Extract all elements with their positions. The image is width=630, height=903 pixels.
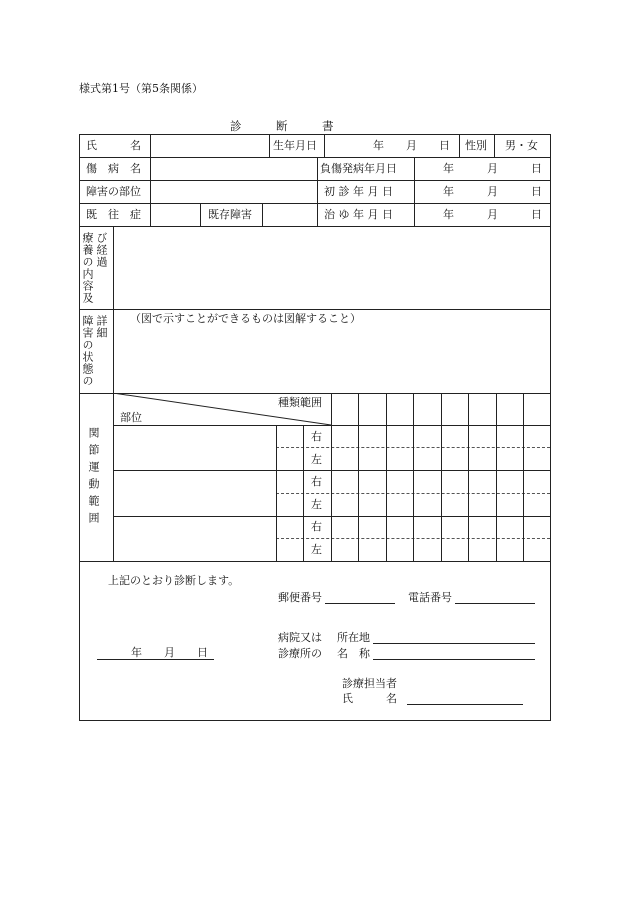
- form-number: 様式第1号（第5条関係）: [79, 82, 203, 95]
- facility-name-label: 名 称: [337, 647, 370, 660]
- postal-code-field[interactable]: [325, 603, 395, 604]
- doctor-name-label: 氏 名: [342, 692, 397, 705]
- right-label: 右: [311, 520, 322, 533]
- issue-date-line: [97, 659, 214, 660]
- document-title: 診 断 書: [230, 119, 334, 133]
- diagram-note: （図で示すことができるものは図解すること）: [130, 312, 361, 325]
- sex-label: 性別: [465, 139, 487, 152]
- onset-date-label: 負傷発病年月日: [320, 162, 397, 175]
- disability-site-label: 障害の部位: [86, 185, 141, 198]
- cure-date-label: 治 ゆ 年 月 日: [324, 208, 393, 221]
- postal-code-label: 郵便番号: [278, 591, 322, 604]
- phone-field[interactable]: [455, 603, 535, 604]
- injury-name-label: 傷 病 名: [86, 162, 141, 175]
- medical-history-label: 既 往 症: [86, 208, 141, 221]
- type-range-label: 種類範囲: [278, 396, 322, 409]
- hospital-label-1: 病院又は: [278, 631, 322, 644]
- dob-date[interactable]: 年 月 日: [373, 139, 450, 152]
- left-label: 左: [311, 453, 322, 466]
- part-label: 部位: [120, 411, 142, 424]
- doctor-name-field[interactable]: [407, 704, 523, 705]
- left-label: 左: [311, 498, 322, 511]
- hospital-label-2: 診療所の: [278, 647, 322, 660]
- disability-status-label-a: 障害の状態の: [81, 315, 94, 387]
- address-label: 所在地: [337, 631, 370, 644]
- disability-status-label-b: 詳細: [95, 315, 108, 339]
- patient-name-field[interactable]: [151, 136, 268, 156]
- name-label: 氏 名: [86, 139, 141, 152]
- address-field[interactable]: [373, 643, 535, 644]
- certificate-form: [79, 134, 551, 721]
- right-label: 右: [311, 430, 322, 443]
- statement-text: 上記のとおり診断します。: [108, 574, 240, 587]
- issue-date[interactable]: 年 月 日: [131, 646, 208, 659]
- disability-site-field[interactable]: [151, 181, 316, 202]
- treatment-course-label-b: び経過: [95, 232, 108, 268]
- existing-disability-label: 既存障害: [208, 208, 252, 221]
- first-exam-label: 初 診 年 月 日: [324, 185, 393, 198]
- cure-date[interactable]: 年 月 日: [443, 208, 542, 221]
- right-label: 右: [311, 475, 322, 488]
- treatment-course-field[interactable]: [114, 227, 549, 308]
- facility-name-field[interactable]: [373, 659, 535, 660]
- treatment-course-label-a: 療養の内容及: [81, 232, 94, 304]
- doctor-label: 診療担当者: [342, 677, 397, 690]
- phone-label: 電話番号: [408, 591, 452, 604]
- onset-date[interactable]: 年 月 日: [443, 162, 542, 175]
- sex-value[interactable]: 男・女: [505, 139, 538, 152]
- dob-label: 生年月日: [273, 139, 317, 152]
- range-of-motion-label: 関節運動範囲: [87, 427, 100, 529]
- first-exam-date[interactable]: 年 月 日: [443, 185, 542, 198]
- injury-name-field[interactable]: [151, 158, 316, 179]
- left-label: 左: [311, 543, 322, 556]
